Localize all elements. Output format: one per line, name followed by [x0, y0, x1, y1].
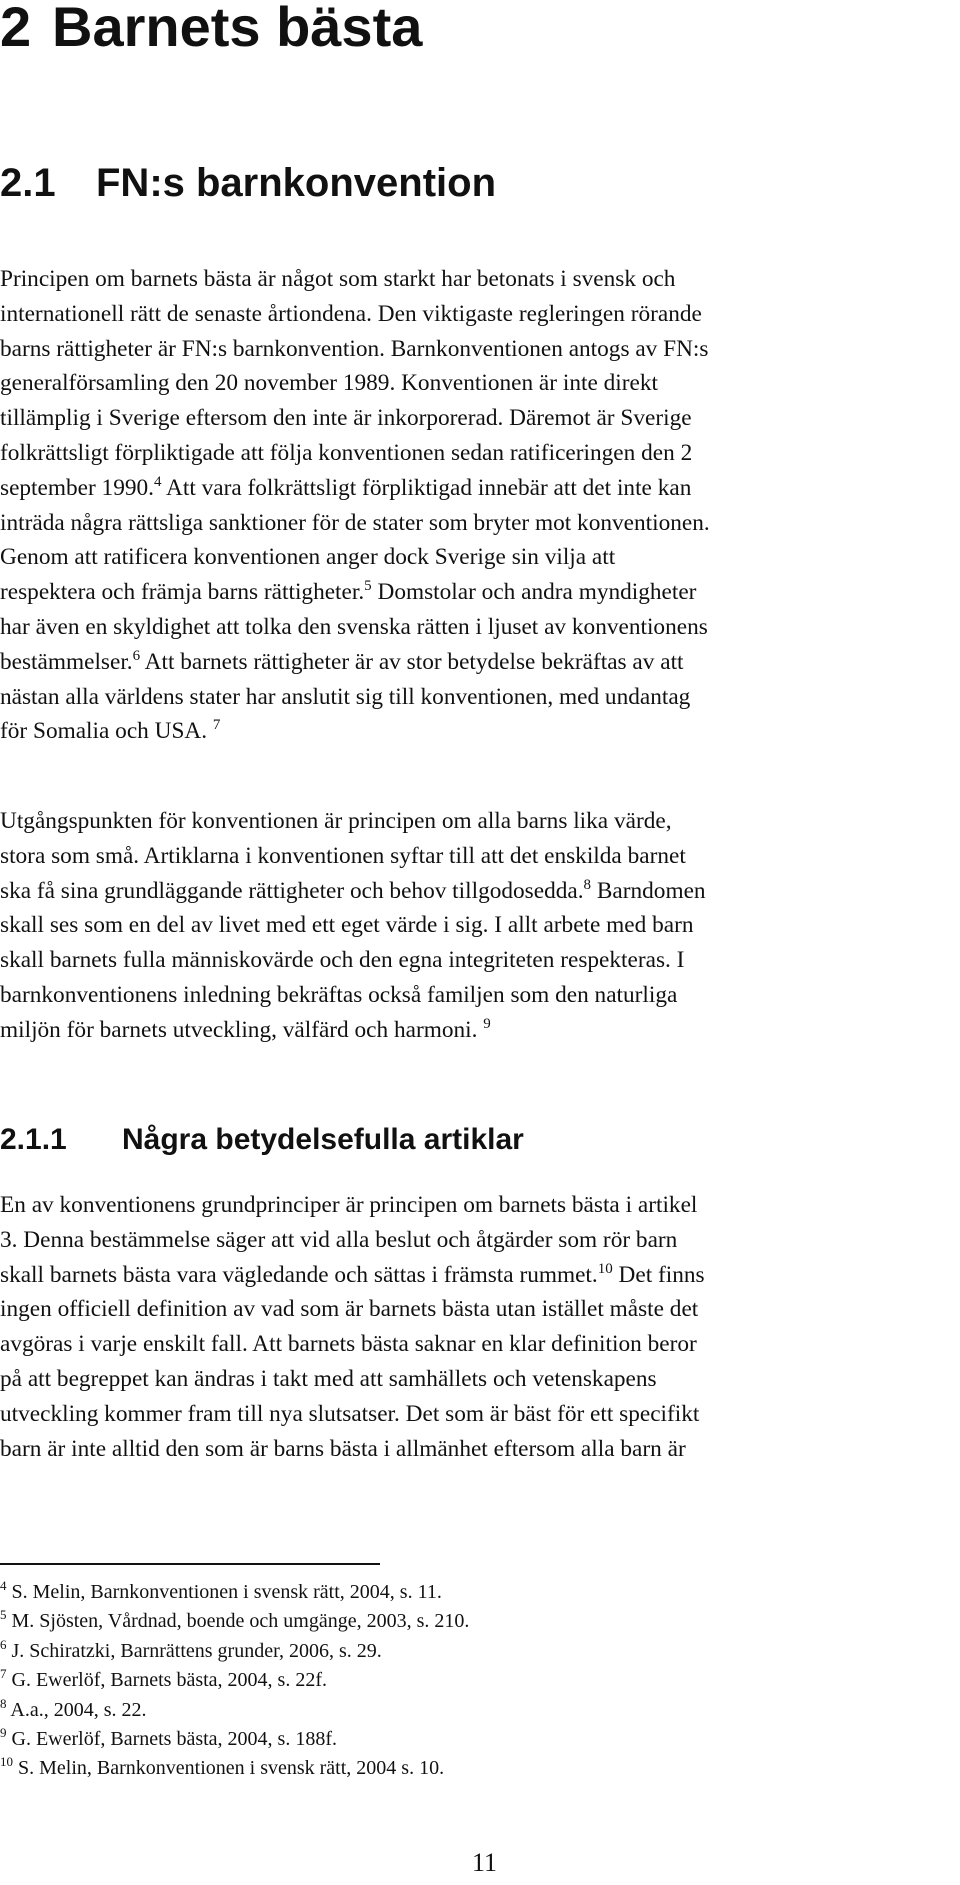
paragraph-line: inträda några rättsliga sanktioner för de stater som bryter mot konventionen.	[0, 509, 710, 536]
paragraph-line: barnkonventionens inledning bekräftas också familjen som den naturliga	[0, 981, 678, 1008]
page-number: 11	[472, 1848, 498, 1877]
footnote	[0, 1637, 760, 1666]
footnote-text: S. Melin, Barnkonventionen i svensk rätt, 2004, s. 11.	[6, 1581, 442, 1603]
footnote	[0, 1725, 760, 1754]
footnotes	[0, 1578, 760, 1784]
chapter-heading	[0, 0, 422, 60]
footnote	[0, 1666, 760, 1695]
footnote-number: 10	[0, 1754, 13, 1770]
footnote-number: 9	[0, 1725, 7, 1741]
footnote-number: 7	[0, 1666, 7, 1682]
paragraph-line: Barndomen	[591, 877, 706, 904]
paragraph-line: på att begreppet kan ändras i takt med att samhällets och vetenskapens	[0, 1365, 657, 1392]
paragraph-line: har även en skyldighet att tolka den svenska rätten i ljuset av konventionens	[0, 613, 708, 640]
paragraph-starting-point	[0, 804, 960, 1048]
footnote-text: G. Ewerlöf, Barnets bästa, 2004, s. 188f.	[6, 1728, 337, 1751]
footnote-number: 6	[0, 1636, 7, 1652]
paragraph-line: Genom att ratificera konventionen anger dock Sverige sin vilja att	[0, 544, 616, 571]
footnote-separator	[0, 1563, 380, 1565]
paragraph-line: respektera och främja barns rättigheter.	[0, 579, 365, 606]
paragraph-line: stora som små. Artiklarna i konventionen syftar till att det enskilda barnet	[0, 842, 686, 869]
chapter-number: 2	[0, 0, 32, 58]
footnote-number: 8	[0, 1695, 7, 1711]
paragraph-line: tillämplig i Sverige eftersom den inte är inkorporerad. Däremot är Sverige	[0, 405, 692, 432]
footnote-reference[interactable]: 6	[132, 647, 141, 664]
footnote-reference[interactable]: 9	[483, 1015, 491, 1032]
subsection-title: Några betydelsefulla artiklar	[122, 1123, 524, 1156]
section-heading	[0, 158, 496, 208]
paragraph-line: Utgångspunkten för konventionen är principen om alla barns lika värde,	[0, 808, 672, 834]
paragraph-article-3	[0, 1188, 960, 1466]
subsection-heading	[0, 1120, 524, 1160]
paragraph-line: generalförsamling den 20 november 1989. Konventionen är inte direkt	[0, 370, 658, 397]
footnote-reference[interactable]: 7	[212, 717, 221, 734]
paragraph-line: barn är inte alltid den som är barns bästa i allmänhet eftersom alla barn är	[0, 1435, 686, 1462]
paragraph-line: Domstolar och andra myndigheter	[371, 579, 697, 606]
paragraph-line: skall barnets bästa vara vägledande och sättas i främsta rummet.	[0, 1261, 598, 1288]
paragraph-line: september 1990.	[0, 474, 154, 501]
paragraph-line: folkrättsligt förpliktigade att följa konventionen sedan ratificeringen den 2	[0, 439, 693, 466]
footnote	[0, 1754, 760, 1783]
paragraph-line: bestämmelser.	[0, 648, 133, 675]
paragraph-line: för Somalia och USA.	[0, 718, 208, 745]
footnote	[0, 1696, 760, 1725]
section-number: 2.1	[0, 161, 56, 205]
paragraph-line: 3. Denna bestämmelse säger att vid alla beslut och åtgärder som rör barn	[0, 1226, 678, 1253]
footnote-reference[interactable]: 5	[364, 578, 372, 595]
paragraph-line: miljön för barnets utveckling, välfärd och harmoni.	[0, 1016, 478, 1043]
footnote-text: G. Ewerlöf, Barnets bästa, 2004, s. 22f.	[6, 1669, 327, 1692]
footnote-text: S. Melin, Barnkonventionen i svensk rätt, 2004 s. 10.	[13, 1757, 445, 1780]
footnote	[0, 1607, 760, 1636]
paragraph-line: ingen officiell definition av vad som är barnets bästa utan istället måste det	[0, 1296, 699, 1323]
paragraph-line: internationell rätt de senaste årtiondena. Den viktigaste regleringen rörande	[0, 300, 702, 327]
footnote-text: A.a., 2004, s. 22.	[6, 1698, 147, 1721]
footnote	[0, 1578, 760, 1607]
paragraph-principle	[0, 262, 960, 749]
footnote-reference[interactable]: 4	[153, 473, 162, 490]
footnote-reference[interactable]: 10	[597, 1260, 613, 1277]
section-title: FN:s barnkonvention	[96, 161, 497, 205]
paragraph-line: Det finns	[612, 1261, 705, 1288]
footnote-number: 5	[0, 1607, 7, 1623]
paragraph-line: Att barnets rättigheter är av stor betydelse bekräftas av att	[140, 648, 684, 675]
paragraph-line: Principen om barnets bästa är något som starkt har betonats i svensk och	[0, 266, 676, 292]
paragraph-line: avgöras i varje enskilt fall. Att barnets bästa saknar en klar definition beror	[0, 1331, 697, 1358]
footnote-reference[interactable]: 8	[583, 876, 592, 893]
chapter-title: Barnets bästa	[52, 0, 423, 58]
paragraph-line: ska få sina grundläggande rättigheter och behov tillgodosedda.	[0, 877, 584, 904]
paragraph-line: utveckling kommer fram till nya slutsatser. Det som är bäst för ett specifikt	[0, 1400, 700, 1427]
paragraph-line: nästan alla världens stater har anslutit sig till konventionen, med undantag	[0, 683, 691, 710]
footnote-number: 4	[0, 1578, 7, 1593]
subsection-number: 2.1.1	[0, 1123, 67, 1156]
footnote-text: J. Schiratzki, Barnrättens grunder, 2006, s. 29.	[6, 1639, 382, 1662]
paragraph-line: En av konventionens grundprinciper är principen om barnets bästa i artikel	[0, 1192, 698, 1218]
paragraph-line: skall ses som en del av livet med ett eget värde i sig. I allt arbete med barn	[0, 912, 694, 939]
paragraph-line: barns rättigheter är FN:s barnkonvention. Barnkonventionen antogs av FN:s	[0, 335, 709, 362]
paragraph-line: Att vara folkrättsligt förpliktigad innebär att det inte kan	[161, 474, 692, 501]
footnote-text: M. Sjösten, Vårdnad, boende och umgänge, 2003, s. 210.	[6, 1610, 470, 1633]
paragraph-line: skall barnets fulla människovärde och den egna integriteten respekteras. I	[0, 947, 685, 974]
